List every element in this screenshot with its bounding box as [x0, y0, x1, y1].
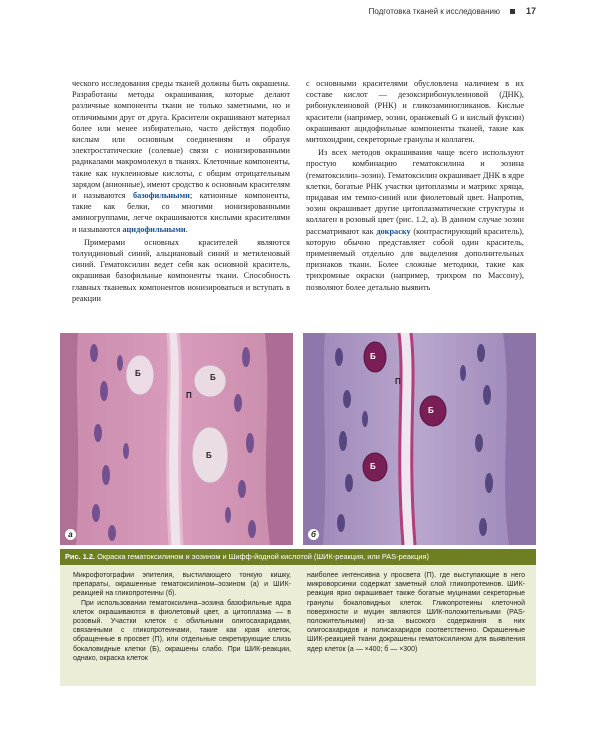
figure-caption-body [60, 565, 536, 686]
figure-caption-title [65, 552, 429, 561]
figure-number: Рис. 1.2. [65, 552, 96, 561]
label-lumen: П [186, 391, 192, 400]
paragraph-text: (контрастирующий краситель), которую обычно представляет собой один краситель, применяемый отдельно для выделения дополнительных признаков ткани. Более сложные методики, такие как трихромные окраски (например, трихром по Массону), позволяют более детально выявить [306, 226, 524, 292]
paragraph: Примерами основных красителей являются толуидиновый синий, альциановый синий и метиленовый синий. Гематоксилин ведет себя как основной краситель, окрашивая базофильные компоненты ткани. Способность главных тканевых компонентов ионизироваться и вступать в реакции [72, 237, 290, 303]
micrograph-he [60, 333, 293, 545]
figure-1-2 [60, 333, 536, 545]
label-goblet-cell: Б [135, 369, 141, 378]
keyword-acidophilic: ацидофильными [122, 224, 186, 234]
figure-caption-bar [60, 549, 536, 565]
paragraph-text: . [185, 224, 188, 234]
label-goblet-cell: Б [210, 373, 216, 382]
micrograph-he-image [60, 333, 293, 545]
label-goblet-cell: Б [370, 352, 376, 361]
text-column-right [306, 78, 524, 293]
caption-paragraph: наиболее интенсивна у просвета (П), где выступающие в него микроворсинки содержат заметный слой гликопротеинов. ШИК-реакция ярко окрашивает также богатые муцинами секреторные гранулы бокаловидных клеток. Гликопротеины клеточной поверхности и муцин являются ШИК-положительными (PAS-положительными) из-за высокого содержания в них олигосахаридов и полисахаридов соответственно. Окрашенные ШИК-реакцией ткани докрашены гематоксилином для выявления ядер клеток (а — ×400; б — ×300) [307, 572, 525, 653]
panel-label-a: а [65, 529, 76, 540]
keyword-basophilic: базофильными [132, 191, 190, 201]
micrograph-pas [303, 333, 536, 545]
paragraph-text: ческого исследования среды тканей должны быть окрашены. Разработаны методы окрашивания, которые делают различные компоненты ткани не только заметными, но и отличимыми друг от друга. Красители окрашивают материал более или менее избирательно, часто действуя подобно кислым или основным соединениям и образуя электростатические (солевые) связи с ионизированными радикалами макромолекул в тканях. Клеточные компоненты, такие как нуклеиновые кислоты, с общим отрицательным зарядом (анионные), имеют сродство к основным красителям и называются [72, 79, 290, 201]
label-lumen: П [395, 377, 401, 386]
paragraph [306, 147, 524, 293]
caption-column-right [307, 571, 525, 654]
text-column-left [72, 78, 290, 304]
figure-title: Окраска гематоксилином и эозином и Шифф-йодной кислотой (ШИК-реакция, или PAS-реакция) [97, 552, 429, 561]
caption-paragraph: Микрофотографии эпителия, выстилающего тонкую кишку, препараты, окрашенные гематоксилином–эозином (а) и ШИК-реакцией на гликопротеины (б). [73, 572, 291, 598]
label-goblet-cell: Б [370, 462, 376, 471]
caption-paragraph: При использовании гематоксилина–эозина базофильные ядра клеток окрашиваются в фиолетовый цвет, а цитоплазма — в розовый. Участки клеток с обильными олигосахаридами, связанными с гликопротеинами, такие как края клеток, обращенные в просвет (П), или отдельные секретирующие слизь бокаловидные клетки (Б), окрашены слабо. При ШИК-реакции, однако, окраска клеток [73, 599, 291, 662]
paragraph: с основными красителями обусловлена наличием в их составе кислот — дезоксирибонуклеиновой (ДНК), рибонуклеиновой (РНК) и гликозаминогликанов. Кислые красители (например, эозин, оранжевый G и кислый фуксин) окрашивают ацидофильные компоненты тканей, такие как митохондрии, секреторные гранулы и коллаген. [306, 79, 524, 145]
header-square-icon [510, 9, 515, 14]
label-goblet-cell: Б [428, 406, 434, 415]
paragraph-text: ; катионные компоненты, такие как белки, со многими ионизированными аминогруппами, легче окрашиваются кислыми красителями и называются [72, 191, 290, 234]
running-header [0, 0, 600, 22]
micrograph-pas-image [303, 333, 536, 545]
paragraph-text: Из всех методов окрашивания чаще всего используют простую комбинацию гематоксилина и эозина (гематоксилин–эозин). Гематоксилин окрашивает ДНК в ядре клетки, богатые РНК участки цитоплазмы и матрикс хряща, придавая им темно-синий или фиолетовый цвет. Напротив, эозин окрашивает другие цитоплазматические структуры и коллаген в розовый цвет (рис. 1.2, а). В данном случае эозин рассматривают как [306, 148, 525, 236]
page-number: 17 [525, 6, 536, 16]
label-goblet-cell: Б [206, 451, 212, 460]
panel-label-b: б [308, 529, 319, 540]
keyword-counterstain: докраску [376, 226, 411, 236]
paragraph [72, 78, 290, 235]
running-header-title: Подготовка тканей к исследованию [368, 7, 500, 16]
caption-column-left [73, 571, 291, 663]
